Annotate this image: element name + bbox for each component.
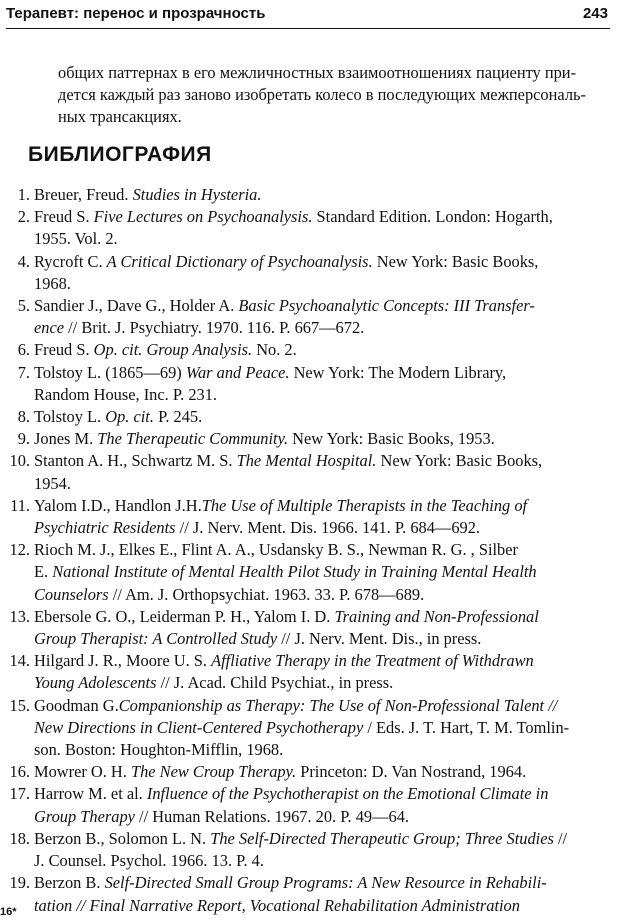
reference-line bbox=[34, 584, 612, 606]
reference-text: Berzon B. bbox=[34, 873, 105, 893]
reference-item bbox=[0, 251, 620, 295]
reference-item bbox=[0, 495, 620, 539]
reference-line bbox=[34, 783, 612, 805]
reference-number: 9. bbox=[17, 429, 30, 449]
intro-line: дется каждый раз заново изобретать колесо в последующих межперсональ- bbox=[58, 85, 586, 104]
intro-line: общих паттернах в его межличностных взаимоотношениях пациенту при- bbox=[58, 63, 577, 82]
reference-text: Princeton: D. Van Nostrand, 1964. bbox=[296, 762, 527, 782]
reference-line bbox=[34, 473, 612, 495]
reference-title-text: Group Therapy bbox=[34, 806, 135, 826]
reference-number: 7. bbox=[17, 362, 30, 382]
reference-title-text: Basic Psychoanalytic Concepts: III Transfer- bbox=[238, 296, 535, 316]
reference-line bbox=[34, 895, 612, 917]
reference-line bbox=[34, 362, 612, 384]
reference-line bbox=[34, 739, 612, 761]
reference-item bbox=[0, 695, 620, 762]
reference-number: 11. bbox=[10, 495, 30, 515]
reference-text: Rioch M. J., Elkes E., Flint A. A., Usdansky B. S., Newman R. G. , Silber bbox=[34, 540, 518, 560]
reference-text: Random House, Inc. P. 231. bbox=[34, 384, 218, 404]
reference-title-text: Affliative Therapy in the Treatment of Withdrawn bbox=[211, 651, 534, 671]
reference-text: New York: Basic Books, bbox=[376, 451, 543, 471]
reference-number: 2. bbox=[17, 207, 30, 227]
reference-line bbox=[34, 206, 612, 228]
reference-text: Sandier J., Dave G., Holder A. bbox=[34, 296, 239, 316]
reference-title-text: New Directions in Client-Centered Psychotherapy bbox=[34, 717, 364, 737]
reference-item bbox=[0, 539, 620, 606]
reference-text: Breuer, Freud. bbox=[34, 185, 133, 204]
reference-text: Yalom I.D., Handlon J.H. bbox=[34, 495, 202, 515]
intro-line: ных трансакциях. bbox=[58, 107, 182, 126]
reference-line bbox=[34, 672, 612, 694]
reference-title-text: Training and Non-Professional bbox=[334, 606, 539, 626]
reference-title-text: tation // Final Narrative Report, Vocational Rehabilitation Administration bbox=[34, 895, 520, 915]
reference-text: 1968. bbox=[34, 273, 71, 293]
reference-line bbox=[34, 761, 612, 783]
reference-title-text: War and Peace. bbox=[185, 362, 290, 382]
running-title: Терапевт: перенос и прозрачность bbox=[6, 5, 266, 22]
reference-text: New York: Basic Books, bbox=[372, 251, 539, 271]
reference-text: Stanton A. H., Schwartz M. S. bbox=[34, 451, 237, 471]
reference-number: 10. bbox=[9, 451, 30, 471]
reference-number: 17. bbox=[9, 784, 30, 804]
reference-line bbox=[34, 828, 612, 850]
reference-line bbox=[34, 406, 612, 428]
reference-number: 18. bbox=[9, 828, 30, 848]
reference-item bbox=[0, 295, 620, 339]
reference-line bbox=[34, 184, 612, 206]
reference-text: Hilgard J. R., Moore U. S. bbox=[34, 651, 212, 671]
reference-text: Tolstoy L. bbox=[34, 407, 106, 427]
signature-mark: 16* bbox=[0, 906, 17, 918]
reference-text: // Human Relations. 1967. 20. P. 49—64. bbox=[134, 806, 410, 826]
reference-title-text: Op. cit. Group Analysis. bbox=[93, 340, 253, 360]
reference-line bbox=[34, 517, 612, 539]
reference-number: 16. bbox=[9, 762, 30, 782]
reference-title-text: Counselors bbox=[34, 584, 109, 604]
reference-text: Berzon B., Solomon L. N. bbox=[34, 828, 211, 848]
intro-paragraph bbox=[58, 62, 608, 128]
reference-number: 15. bbox=[9, 695, 30, 715]
reference-text: Jones M. bbox=[34, 429, 98, 449]
reference-line bbox=[34, 339, 612, 361]
reference-title-text: A Critical Dictionary of Psychoanalysis. bbox=[106, 251, 373, 271]
reference-text: // bbox=[553, 828, 568, 848]
reference-item bbox=[0, 428, 620, 450]
reference-text: Freud S. bbox=[34, 340, 94, 360]
reference-title-text: Studies in Hysteria. bbox=[132, 185, 262, 204]
reference-text: E. bbox=[34, 562, 53, 582]
bibliography-list bbox=[0, 184, 620, 917]
reference-item bbox=[0, 450, 620, 494]
reference-item bbox=[0, 783, 620, 827]
reference-line bbox=[34, 428, 612, 450]
reference-item bbox=[0, 184, 620, 206]
reference-text: J. Counsel. Psychol. 1966. 13. P. 4. bbox=[34, 851, 264, 871]
reference-title-text: The Use of Multiple Therapists in the Teaching of bbox=[201, 495, 528, 515]
reference-line bbox=[34, 695, 612, 717]
reference-item bbox=[0, 362, 620, 406]
reference-item bbox=[0, 406, 620, 428]
reference-line bbox=[34, 251, 612, 273]
reference-line bbox=[34, 806, 612, 828]
reference-line bbox=[34, 606, 612, 628]
reference-title-text: The Self-Directed Therapeutic Group; Three Studies bbox=[210, 828, 554, 848]
reference-title-text: The Mental Hospital. bbox=[236, 451, 377, 471]
reference-text: // J. Acad. Child Psychiat., in press. bbox=[156, 673, 394, 693]
reference-number: 12. bbox=[9, 540, 30, 560]
reference-text: Ebersole G. O., Leiderman P. H., Yalom I. D. bbox=[34, 606, 335, 626]
reference-text: No. 2. bbox=[252, 340, 297, 360]
page-number: 243 bbox=[582, 5, 608, 22]
reference-item bbox=[0, 828, 620, 872]
reference-number: 1. bbox=[17, 185, 30, 204]
reference-title-text: Group Therapist: A Controlled Study bbox=[34, 629, 278, 649]
reference-line bbox=[34, 650, 612, 672]
reference-title-text: Young Adolescents bbox=[34, 673, 157, 693]
reference-line bbox=[34, 228, 612, 250]
reference-line bbox=[34, 628, 612, 650]
reference-line bbox=[34, 273, 612, 295]
reference-line bbox=[34, 872, 612, 894]
reference-text: // Am. J. Orthopsychiat. 1963. 33. P. 678—689. bbox=[108, 584, 425, 604]
reference-text: Freud S. bbox=[34, 207, 94, 227]
reference-line bbox=[34, 561, 612, 583]
reference-text: 1954. bbox=[34, 473, 71, 493]
reference-text: Tolstoy L. (1865—69) bbox=[34, 362, 186, 382]
reference-title-text: Psychiatric Residents bbox=[34, 518, 176, 538]
reference-text: New York: Basic Books, 1953. bbox=[288, 429, 495, 449]
reference-number: 5. bbox=[17, 296, 30, 316]
reference-text: New York: The Modern Library, bbox=[289, 362, 507, 382]
reference-line bbox=[34, 295, 612, 317]
reference-number: 6. bbox=[17, 340, 30, 360]
reference-text: // J. Nerv. Ment. Dis., in press. bbox=[277, 629, 482, 649]
reference-line bbox=[34, 717, 612, 739]
reference-title-text: Influence of the Psychotherapist on the Emotional Climate in bbox=[146, 784, 549, 804]
reference-line bbox=[34, 450, 612, 472]
bibliography-heading: БИБЛИОГРАФИЯ bbox=[28, 143, 212, 166]
reference-number: 8. bbox=[17, 407, 30, 427]
reference-text: Standard Edition. London: Hogarth, bbox=[312, 207, 553, 227]
reference-number: 14. bbox=[9, 651, 30, 671]
reference-line bbox=[34, 495, 612, 517]
reference-item bbox=[0, 339, 620, 361]
reference-line bbox=[34, 850, 612, 872]
reference-text: / Eds. J. T. Hart, T. M. Tomlin- bbox=[363, 717, 570, 737]
reference-title-text: ence bbox=[34, 318, 65, 338]
reference-item bbox=[0, 872, 620, 916]
reference-text: 1955. Vol. 2. bbox=[34, 229, 118, 249]
reference-title-text: Self-Directed Small Group Programs: A New Resource in Rehabili- bbox=[104, 873, 547, 893]
reference-title-text: Op. cit. bbox=[105, 407, 154, 427]
reference-title-text: The New Croup Therapy. bbox=[130, 762, 297, 782]
reference-item bbox=[0, 606, 620, 650]
reference-text: son. Boston: Houghton-Mifflin, 1968. bbox=[34, 740, 284, 760]
reference-title-text: Companionship as Therapy: The Use of Non-Professional Talent // bbox=[118, 695, 558, 715]
reference-title-text: The Therapeutic Community. bbox=[97, 429, 289, 449]
reference-text: P. 245. bbox=[153, 407, 203, 427]
reference-text: Harrow M. et al. bbox=[34, 784, 147, 804]
reference-number: 13. bbox=[9, 606, 30, 626]
reference-text: // J. Nerv. Ment. Dis. 1966. 141. P. 684—692. bbox=[175, 518, 481, 538]
reference-number: 4. bbox=[17, 251, 30, 271]
reference-line bbox=[34, 384, 612, 406]
reference-item bbox=[0, 761, 620, 783]
reference-line bbox=[34, 317, 612, 339]
reference-line bbox=[34, 539, 612, 561]
reference-number: 19. bbox=[9, 873, 30, 893]
reference-item bbox=[0, 650, 620, 694]
reference-title-text: Five Lectures on Psychoanalysis. bbox=[93, 207, 313, 227]
running-header bbox=[6, 2, 610, 29]
reference-item bbox=[0, 206, 620, 250]
reference-text: Rycroft C. bbox=[34, 251, 107, 271]
reference-title-text: National Institute of Mental Health Pilot Study in Training Mental Health bbox=[52, 562, 537, 582]
reference-text: Mowrer O. H. bbox=[34, 762, 131, 782]
reference-text: Goodman G. bbox=[34, 695, 119, 715]
reference-text: // Brit. J. Psychiatry. 1970. 116. P. 667—672. bbox=[64, 318, 365, 338]
